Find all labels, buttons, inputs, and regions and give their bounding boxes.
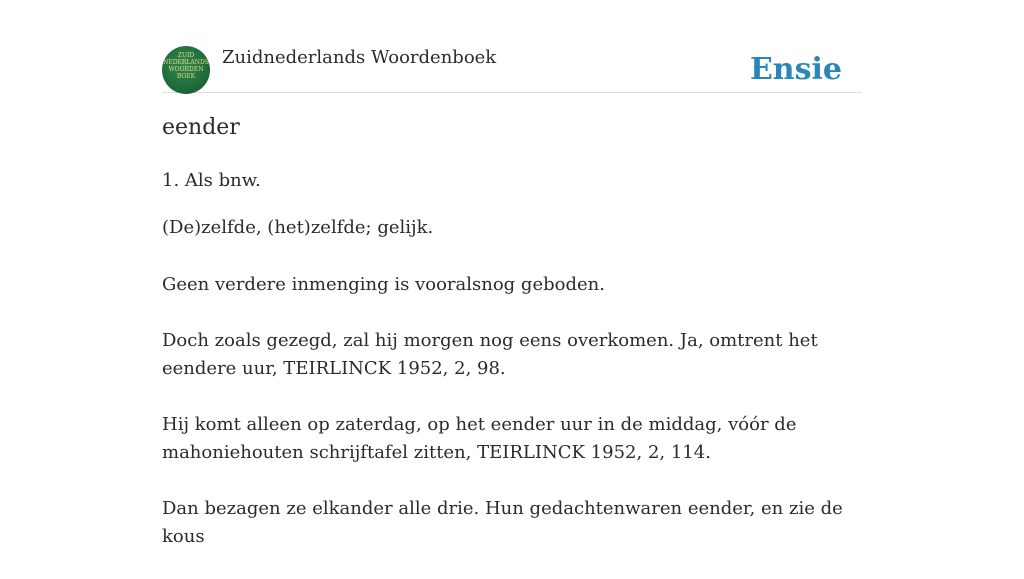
page	[162, 0, 862, 547]
example-4: Dan bezagen ze elkander alle drie. Hun gedachtenwaren eender, en zie de kous	[162, 498, 843, 547]
definition-text: (De)zelfde, (het)zelfde; gelijk.	[162, 217, 434, 238]
entry-title: eender	[162, 115, 240, 140]
examples-list	[162, 271, 862, 579]
site-title[interactable]: Zuidnederlands Woordenboek	[222, 47, 497, 68]
sense-label: 1. Als bnw.	[162, 170, 261, 191]
example-2: Doch zoals gezegd, zal hij morgen nog eens overkomen. Ja, omtrent het eendere uur, TEIRLINCK 1952, 2, 98.	[162, 330, 818, 379]
site-header	[162, 40, 862, 93]
logo-text: ZUID NEDERLANDS WOORDEN BOEK	[163, 52, 209, 80]
ensie-brand-link[interactable]: Ensie	[749, 52, 842, 87]
example-1: Geen verdere inmenging is vooralsnog geboden.	[162, 274, 605, 295]
example-3: Hij komt alleen op zaterdag, op het eender uur in de middag, vóór de mahoniehouten schrijftafel zitten, TEIRLINCK 1952, 2, 114.	[162, 414, 797, 463]
woordenboek-logo[interactable]	[162, 46, 210, 94]
